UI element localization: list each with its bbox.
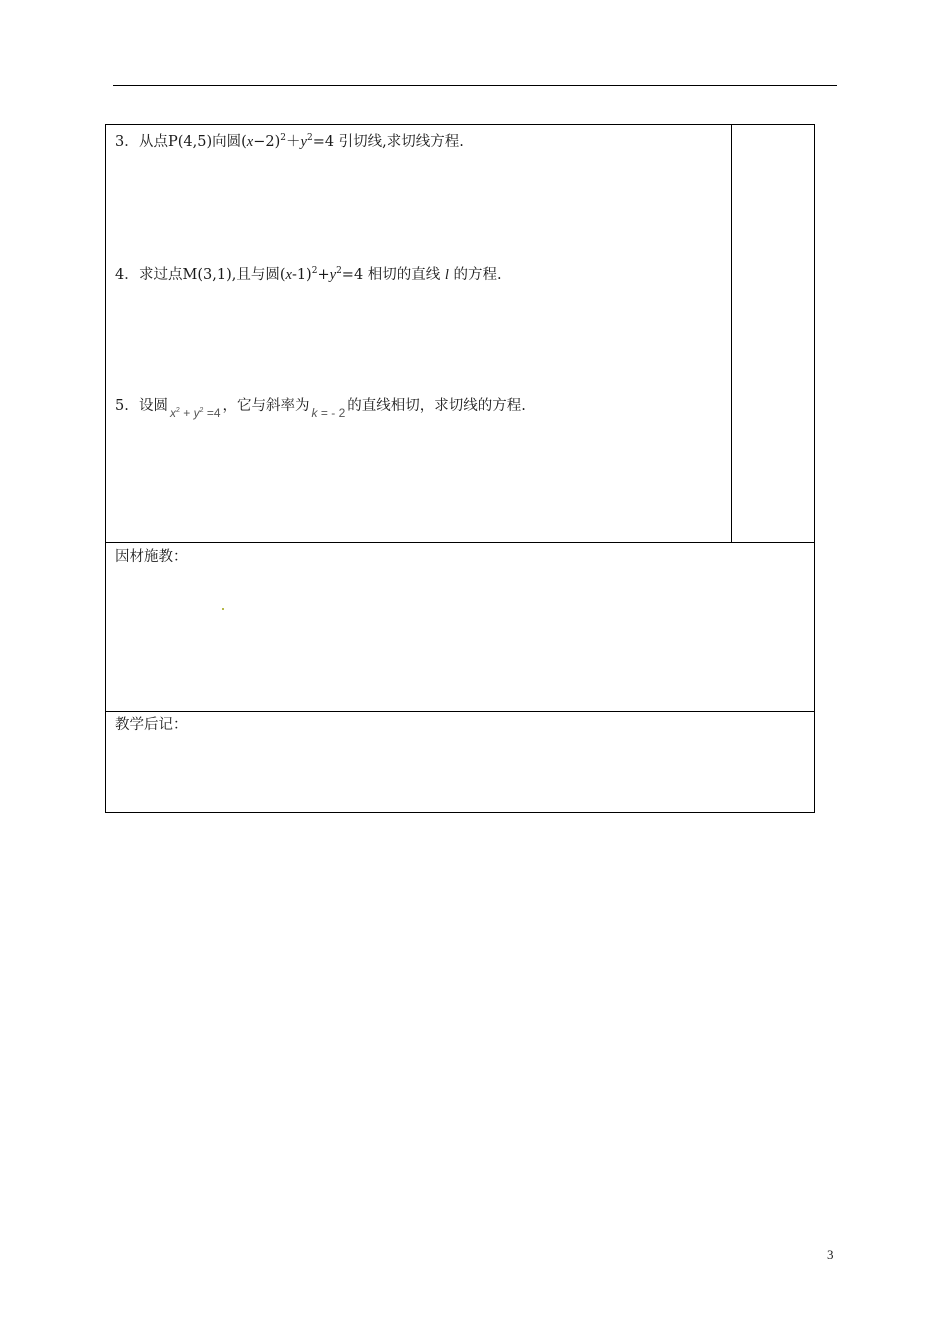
question-text: −2) bbox=[253, 134, 281, 150]
margin-column-divider bbox=[731, 124, 732, 543]
header-rule bbox=[113, 85, 837, 86]
formula-operator: + bbox=[183, 406, 191, 420]
question-text: 从点P(4,5)向圆( bbox=[139, 134, 247, 150]
teaching-notes-label: 教学后记： bbox=[115, 717, 188, 733]
question-number: 4． bbox=[115, 267, 139, 283]
question-text: 的方程. bbox=[453, 267, 502, 283]
question-text: =4 相切的直线 bbox=[341, 267, 441, 283]
math-variable: l bbox=[444, 267, 449, 283]
page-number: 3 bbox=[827, 1247, 834, 1262]
slope-formula bbox=[312, 404, 346, 422]
formula-operator: =4 bbox=[206, 406, 221, 420]
math-variable: x bbox=[246, 134, 254, 150]
differentiated-teaching-box bbox=[105, 542, 815, 712]
question-4 bbox=[115, 262, 502, 284]
differentiated-teaching-label: 因材施教： bbox=[115, 549, 188, 565]
formula-exponent: 2 bbox=[199, 407, 204, 414]
math-variable: y bbox=[329, 267, 337, 283]
formula-var: y bbox=[193, 406, 200, 420]
formula-var: k bbox=[311, 406, 318, 420]
question-text: 的直线相切，求切线的方程. bbox=[347, 398, 526, 414]
question-number: 5. bbox=[115, 398, 129, 414]
question-number: 3． bbox=[115, 134, 139, 150]
formula-exponent: 2 bbox=[176, 407, 180, 414]
scan-speck bbox=[222, 608, 224, 610]
math-variable: y bbox=[300, 134, 307, 150]
question-text: =4 引切线,求切线方程. bbox=[312, 134, 464, 150]
formula-var: x bbox=[170, 406, 176, 420]
question-text: ＋ bbox=[286, 134, 301, 150]
question-5 bbox=[115, 395, 526, 420]
exponent: 2 bbox=[336, 266, 342, 276]
exponent: 2 bbox=[311, 266, 318, 276]
exercise-section bbox=[105, 124, 815, 543]
question-text: + bbox=[317, 267, 330, 283]
question-3 bbox=[115, 129, 464, 151]
question-text: 设圆 bbox=[139, 398, 168, 414]
formula-operator: = - 2 bbox=[320, 406, 346, 420]
teaching-notes-box bbox=[105, 711, 815, 813]
exponent: 2 bbox=[306, 133, 313, 143]
math-variable: x bbox=[285, 267, 292, 283]
question-text: -1) bbox=[291, 267, 312, 283]
exponent: 2 bbox=[280, 133, 287, 143]
question-text: ，它与斜率为 bbox=[222, 398, 310, 414]
question-text: 求过点M(3,1),且与圆( bbox=[139, 267, 286, 283]
circle-equation-formula bbox=[170, 402, 221, 422]
